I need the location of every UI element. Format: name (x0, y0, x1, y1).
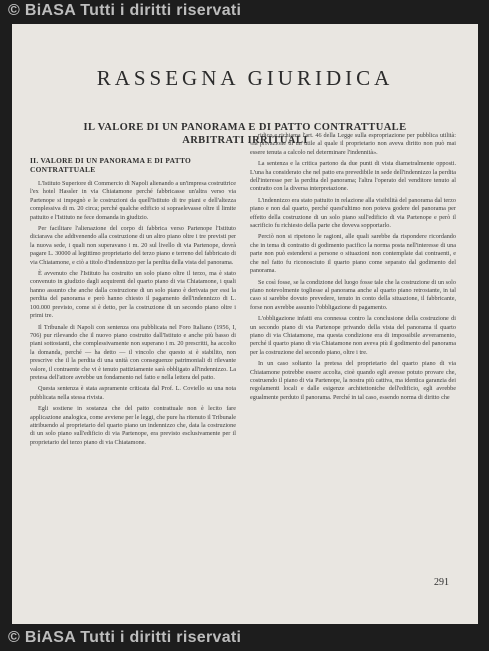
right-paragraph: Perciò non si ripetono le ragioni, alle quali sarebbe da rispondere ricordando che in tema di contratto di godimento pacifico la norma posta nell'interesse di una parte non può estendersi a persone o situazioni non contemplate dai contraenti, e che nel fatto fu riconosciuto il quarto piano come separato dal godimento del panorama. (250, 233, 456, 275)
watermark-top: © BiASA Tutti i diritti riservati (8, 2, 242, 19)
section-heading-line-1: II. VALORE DI UN PANORAMA E DI PATTO (30, 156, 192, 165)
right-paragraph: In un caso soltanto la pretesa del proprietario del quarto piano di via Chiatamone potrebbe essere accolta, cioè quando egli avesse potuto provare che, costruendo il piano di via Partenope, la nostra più cattiva, ma identica garanzia dei regolamenti locali e dalle esigenze architettoniche dell'edificio, egli avrebbe egualmente perduto il panorama. Perché in tal caso, essendo norma di diritto che (250, 360, 456, 401)
left-paragraph: Per facilitare l'alienazione del corpo di fabbrica verso Partenope l'Istituto diciarava che addivenendo alla costruzione di un altro piano oltre i tre previsti per la nuova sede, i quali non superavano i m. 20 sul livello di via Partenope, dovrà pagare L. 30000 al legittimo proprietario del terzo piano e terreno del fabbricato di via Chiatamone, e ciò a titolo d'indennizzo per la perdita della vista del panorama. (30, 225, 236, 266)
section-heading (30, 156, 236, 174)
right-paragraph: La sentenza e la critica partono da due punti di vista diametralmente opposti. L'una ha considerato che nel patto era prevedibile in sede dell'indennizzo la perdita dell'interesse per la perdita del panorama; l'altra l'operato del venditore tenuto al contratto con la diversa interpretazione. (250, 160, 456, 193)
right-paragraph: ridico e richiama l'art. 46 della Legge sulla espropriazione per pubblica utilità: «la privazione di un utile al quale il proprietario non aveva diritto non può mai essere tenuta a calcolo nel determinare l'indennità». (250, 132, 456, 156)
watermark-bottom: © BiASA Tutti i diritti riservati (8, 629, 242, 646)
left-paragraph: Il Tribunale di Napoli con sentenza ora pubblicata nel Foro Italiano (1956, I, 706) pur rilevando che il nuovo piano costruito dall'Istituto e anche più basso di piani sottostanti, che complessivamente non superano i m. 20 prescritti, ha accolto la domanda, perché — ha detto — il vincolo che questo si è stabilito, non prescrive che il la perdita di una unità con conseguenze patrimoniali di rilevante valore, il contraente che vi è tenuto pattiziamente sarà obbligato all'indennizzo. La pretesa dell'attore avrebbe un fondamento nel fatto e nella lettera del patto. (30, 323, 236, 381)
left-paragraph: Egli sostiene in sostanza che del patto contrattuale non è lecito fare applicazione analogica, come avviene per le leggi, che pure ha ritenuto il Tribunale attribuendo al proprietario del quarto piano un indennizzo che, data la costruzione di un solo piano sull'edificio di via Partenope, era previsto esclusivamente per il proprietario del terzo piano di via Chiatamone. (30, 405, 236, 446)
left-column (30, 156, 236, 596)
right-paragraph: L'indennizzo era stato pattuito in relazione alla visibilità del panorama dal terzo piano e non dal quarto, perché quest'ultimo non poteva godere del panorama per effetto della costruzione di un solo piano sull'edificio di via Partenope e però il sacrificio fu richiesto della parte che doveva sopportarlo. (250, 196, 456, 230)
section-heading-line-2: CONTRATTUALE (30, 165, 96, 174)
right-paragraph: L'obbligazione infatti era connessa contro la conclusione della costruzione di un secondo piano di via Partenope privando della vista del panorama il quarto piano di via Chiatamone, ma questa condizione era di impossibile avveramento, perché il quarto piano di via Chiatamone non aveva più il godimento del panorama per la costruzione del secondo piano, oltre i tre. (250, 315, 456, 356)
subtitle-line-2: ARBITRATI IRRITUALI (182, 135, 308, 146)
right-paragraph: Se così fosse, se la condizione del luogo fosse tale che la costruzione di un solo piano notevolmente togliesse al panorama anche al quarto piano retrostante, in tal caso si sarebbe dovuto prevedere, tenuto in conto della situazione, il fabbricante, forse non avrebbe assunto l'obbligazione di pagamento. (250, 278, 456, 311)
left-paragraph: Questa sentenza è stata aspramente criticata dal Prof. L. Coviello su una nota pubblicata nella stessa rivista. (30, 385, 236, 401)
left-paragraph: È avvenuto che l'Istituto ha costruito un solo piano oltre il terzo, ma è stato convenuto in giudizio dagli acquirenti del quarto piano di via Chiatamone, i quali hanno assunto che anche dalla costruzione di un solo piano è derivata per essi la perdita del panorama e però hanno chiesto il pagamento dell'indennizzo di L. 100.000 previsto, come si è detto, per la costruzione di un secondo piano oltre i primi tre. (30, 270, 236, 320)
left-paragraph: L'Istituto Superiore di Commercio di Napoli alienando a un'impresa costruttrice l'ex hotel Hassler in via Chiatamone perché fabbricasse un'altra verso via Partenope si impegnò e le costruzioni da quell'Istituto di tre piani e dell'altezza complessiva di m. 20 circa; perché qualche edificio si sopraelevasse oltre il limite pattuito e l'Istituto ne fece domanda in giudizio. (30, 180, 236, 221)
subtitle-line-1: IL VALORE DI UN PANORAMA E DI PATTO CONTRATTUALE (83, 122, 407, 133)
page-number: 291 (434, 577, 449, 588)
right-column (250, 132, 456, 572)
document-page (12, 24, 478, 624)
page-title: RASSEGNA GIURIDICA (96, 66, 394, 90)
